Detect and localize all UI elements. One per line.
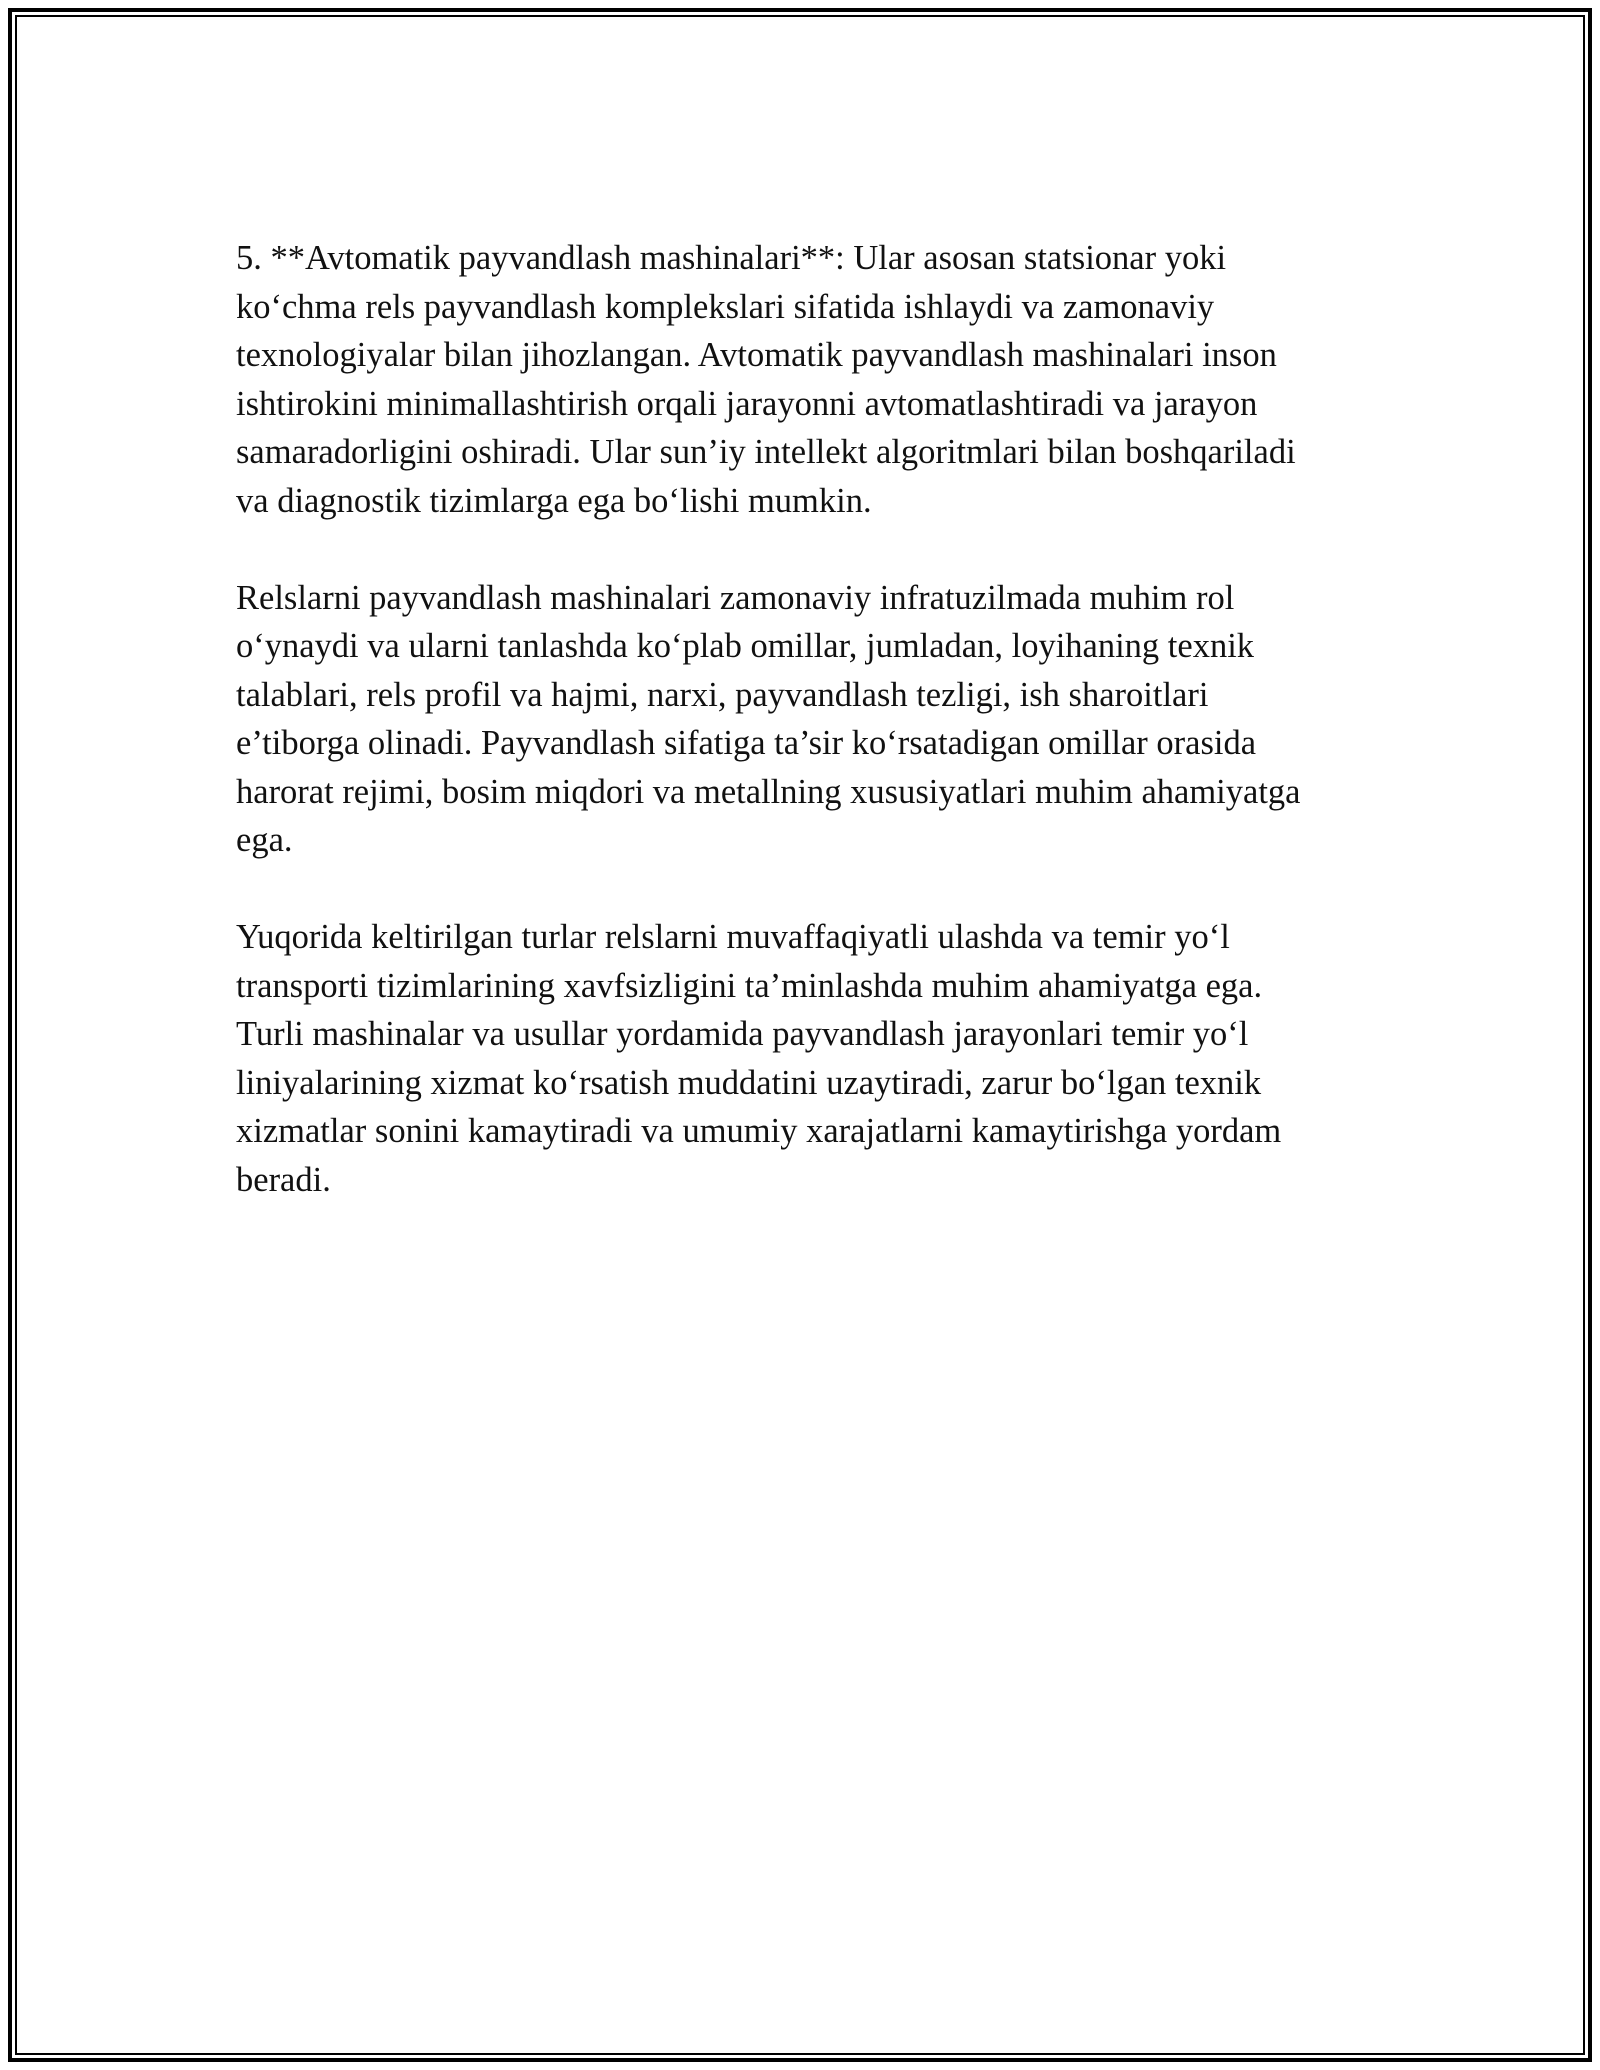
- paragraph-rail-welding-selection: Relslarni payvandlash mashinalari zamonaviy infratuzilmada muhim rol o‘ynaydi va ularni tanlashda ko‘plab omillar, jumladan, loyihaning texnik talablari, rels profil va hajmi, narxi, payvandlash tezligi, ish sharoitlari e’tiborga olinadi. Payvandlash sifatiga ta’sir ko‘rsatadigan omillar orasida harorat rejimi, bosim miqdori va metallning xususiyatlari muhim ahamiyatga ega.: [236, 578, 1301, 859]
- document-body: [236, 234, 1376, 1253]
- paragraph-automatic-welding-machines: 5. **Avtomatik payvandlash mashinalari**: Ular asosan statsionar yoki ko‘chma rels payvandlash komplekslari sifatida ishlaydi va zamonaviy texnologiyalar bilan jihozlangan. Avtomatik payvandlash mashinalari inson ishtirokini minimallashtirish orqali jarayonni avtomatlashtiradi va jarayon samaradorligini oshiradi. Ular sun’iy intellekt algoritmlari bilan boshqariladi va diagnostik tizimlarga ega bo‘lishi mumkin.: [236, 239, 1296, 520]
- paragraph-conclusion: Yuqorida keltirilgan turlar relslarni muvaffaqiyatli ulashda va temir yo‘l transporti tizimlarining xavfsizligini ta’minlashda muhim ahamiyatga ega. Turli mashinalar va usullar yordamida payvandlash jarayonlari temir yo‘l liniyalarining xizmat ko‘rsatish muddatini uzaytiradi, zarur bo‘lgan texnik xizmatlar sonini kamaytiradi va umumiy xarajatlarni kamaytirishga yordam beradi.: [236, 918, 1282, 1199]
